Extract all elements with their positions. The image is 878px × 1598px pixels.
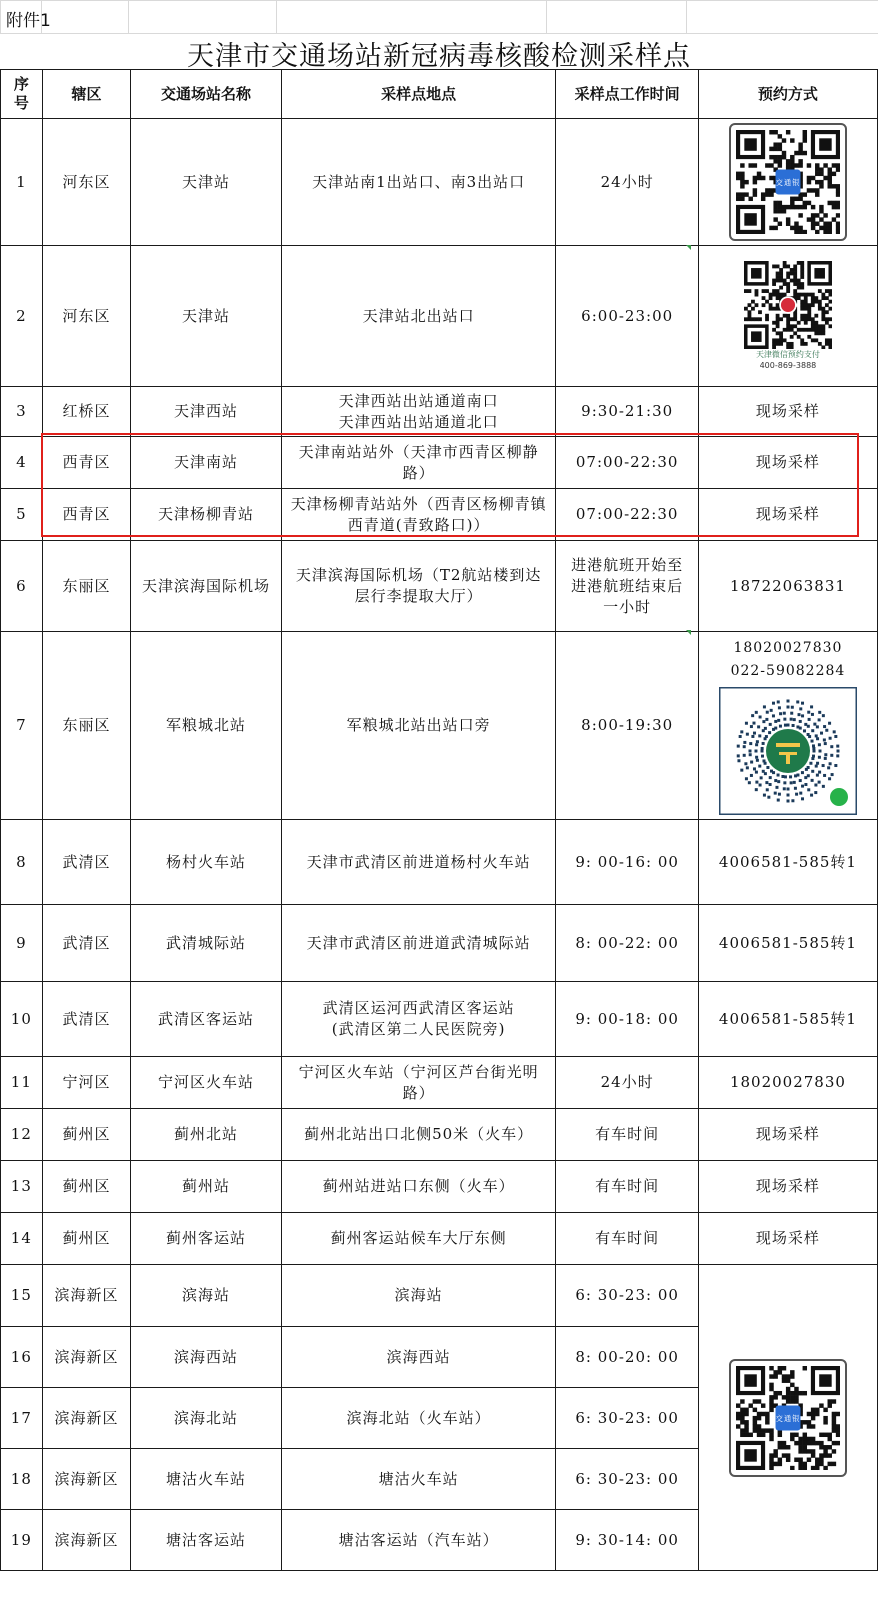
cell-index: 3 — [1, 387, 43, 437]
table-row — [1, 905, 878, 982]
cell-station: 滨海西站 — [131, 1327, 282, 1388]
cell-hours: 有车时间 — [556, 1213, 698, 1265]
cell-location: 蓟州客运站候车大厅东侧 — [281, 1213, 556, 1265]
cell-district: 河东区 — [42, 246, 131, 387]
cell-index: 19 — [1, 1510, 43, 1571]
cell-station: 滨海北站 — [131, 1388, 282, 1449]
table-header-row — [1, 70, 878, 119]
cell-location: 天津站南1出站口、南3出站口 — [281, 119, 556, 246]
table-row — [1, 820, 878, 905]
cell-booking — [698, 119, 877, 246]
cell-district: 武清区 — [42, 905, 131, 982]
cell-index: 5 — [1, 489, 43, 541]
cell-location: 蓟州站进站口东侧（火车） — [281, 1161, 556, 1213]
cell-district: 西青区 — [42, 437, 131, 489]
cell-booking: 18020027830 — [698, 1057, 877, 1109]
cell-booking: 现场采样 — [698, 437, 877, 489]
table-row — [1, 1265, 878, 1327]
cell-index: 11 — [1, 1057, 43, 1109]
booking-qr-code-icon[interactable] — [729, 1359, 847, 1477]
mini-program-code-icon[interactable] — [719, 687, 857, 815]
svg-text:交通银: 交通银 — [775, 178, 801, 187]
cell-index: 18 — [1, 1449, 43, 1510]
grid-v — [128, 0, 129, 34]
cell-district: 河东区 — [42, 119, 131, 246]
cell-hours: 8: 00-20: 00 — [556, 1327, 698, 1388]
header-booking: 预约方式 — [698, 70, 877, 119]
booking-caption-line2: 400-869-3888 — [759, 361, 817, 370]
cell-location: 天津南站站外（天津市西青区柳静路） — [281, 437, 556, 489]
cell-location: 天津站北出站口 — [281, 246, 556, 387]
header-index: 序号 — [1, 70, 43, 119]
cell-booking: 4006581-585转1 — [698, 820, 877, 905]
table-row — [1, 1161, 878, 1213]
cell-index: 16 — [1, 1327, 43, 1388]
grid-top — [0, 0, 878, 1]
cell-station: 天津站 — [131, 119, 282, 246]
table-row — [1, 1109, 878, 1161]
cell-location: 宁河区火车站（宁河区芦台街光明路） — [281, 1057, 556, 1109]
cell-hours: 9: 00-16: 00 — [556, 820, 698, 905]
table-row — [1, 1057, 878, 1109]
header-location: 采样点地点 — [281, 70, 556, 119]
cell-district: 蓟州区 — [42, 1213, 131, 1265]
cell-index: 8 — [1, 820, 43, 905]
cell-booking-merged — [698, 1265, 877, 1571]
booking-caption-line1: 天津微信预约支付 — [755, 350, 820, 359]
cell-index: 15 — [1, 1265, 43, 1327]
cell-station: 塘沽客运站 — [131, 1510, 282, 1571]
cell-location: 滨海站 — [281, 1265, 556, 1327]
page-title: 天津市交通场站新冠病毒核酸检测采样点 — [187, 41, 691, 72]
cell-station: 宁河区火车站 — [131, 1057, 282, 1109]
cell-index: 9 — [1, 905, 43, 982]
cell-index: 10 — [1, 982, 43, 1057]
cell-station: 蓟州站 — [131, 1161, 282, 1213]
cell-hours: 进港航班开始至进港航班结束后一小时 — [556, 541, 698, 632]
grid-v — [686, 0, 687, 34]
header-hours: 采样点工作时间 — [556, 70, 698, 119]
cell-hours: 9: 00-18: 00 — [556, 982, 698, 1057]
cell-location: 塘沽客运站（汽车站） — [281, 1510, 556, 1571]
cell-location: 天津市武清区前进道杨村火车站 — [281, 820, 556, 905]
cell-booking: 现场采样 — [698, 387, 877, 437]
grid-v — [276, 0, 277, 34]
cell-district: 武清区 — [42, 820, 131, 905]
cell-location: 塘沽火车站 — [281, 1449, 556, 1510]
cell-station: 天津西站 — [131, 387, 282, 437]
cell-booking: 4006581-585转1 — [698, 982, 877, 1057]
cell-location: 滨海西站 — [281, 1327, 556, 1388]
cell-station: 滨海站 — [131, 1265, 282, 1327]
table-row — [1, 119, 878, 246]
cell-station: 蓟州客运站 — [131, 1213, 282, 1265]
cell-station: 天津滨海国际机场 — [131, 541, 282, 632]
cell-index: 14 — [1, 1213, 43, 1265]
cell-index: 17 — [1, 1388, 43, 1449]
grid-v — [0, 0, 1, 34]
table-row — [1, 541, 878, 632]
cell-index: 1 — [1, 119, 43, 246]
cell-booking: 18722063831 — [698, 541, 877, 632]
cell-district: 宁河区 — [42, 1057, 131, 1109]
cell-station: 蓟州北站 — [131, 1109, 282, 1161]
cell-district: 蓟州区 — [42, 1109, 131, 1161]
cell-hours: 24小时 — [556, 119, 698, 246]
cell-hours: 9: 30-14: 00 — [556, 1510, 698, 1571]
cell-hours: 8: 00-22: 00 — [556, 905, 698, 982]
cell-station: 杨村火车站 — [131, 820, 282, 905]
cell-district: 东丽区 — [42, 541, 131, 632]
cell-location: 滨海北站（火车站） — [281, 1388, 556, 1449]
table-row — [1, 387, 878, 437]
cell-district: 滨海新区 — [42, 1510, 131, 1571]
cell-station: 天津杨柳青站 — [131, 489, 282, 541]
table-row — [1, 1213, 878, 1265]
cell-index: 6 — [1, 541, 43, 632]
cell-index: 13 — [1, 1161, 43, 1213]
grid-v — [546, 0, 547, 34]
cell-location: 天津滨海国际机场（T2航站楼到达层行李提取大厅） — [281, 541, 556, 632]
cell-station: 武清区客运站 — [131, 982, 282, 1057]
cell-district: 西青区 — [42, 489, 131, 541]
cell-location: 蓟州北站出口北侧50米（火车） — [281, 1109, 556, 1161]
cell-booking — [698, 246, 877, 387]
cell-booking — [698, 632, 877, 820]
cell-hours: 有车时间 — [556, 1109, 698, 1161]
cell-booking: 现场采样 — [698, 1161, 877, 1213]
cell-location: 军粮城北站出站口旁 — [281, 632, 556, 820]
cell-district: 蓟州区 — [42, 1161, 131, 1213]
cell-index: 4 — [1, 437, 43, 489]
svg-text:交通银: 交通银 — [775, 1413, 801, 1423]
cell-district: 滨海新区 — [42, 1265, 131, 1327]
cell-hours: 07:00-22:30 — [556, 489, 698, 541]
cell-location: 武清区运河西武清区客运站 (武清区第二人民医院旁) — [281, 982, 556, 1057]
cell-station: 军粮城北站 — [131, 632, 282, 820]
booking-qr-code-icon[interactable] — [729, 123, 847, 241]
cell-hours: 6:00-23:00 — [556, 246, 698, 387]
header-station: 交通场站名称 — [131, 70, 282, 119]
cell-district: 滨海新区 — [42, 1388, 131, 1449]
cell-district: 滨海新区 — [42, 1327, 131, 1388]
cell-location: 天津杨柳青站站外（西青区杨柳青镇西青道(青致路口)） — [281, 489, 556, 541]
cell-station: 天津站 — [131, 246, 282, 387]
header-district: 辖区 — [42, 70, 131, 119]
cell-station: 天津南站 — [131, 437, 282, 489]
cell-booking: 4006581-585转1 — [698, 905, 877, 982]
cell-hours: 24小时 — [556, 1057, 698, 1109]
cell-booking: 现场采样 — [698, 1109, 877, 1161]
sampling-sites-table — [0, 69, 878, 1571]
cell-index: 7 — [1, 632, 43, 820]
table-row — [1, 982, 878, 1057]
cell-index: 12 — [1, 1109, 43, 1161]
cell-location: 天津西站出站通道南口 天津西站出站通道北口 — [281, 387, 556, 437]
cell-comment-marker — [686, 245, 691, 250]
cell-hours: 6: 30-23: 00 — [556, 1388, 698, 1449]
cell-hours: 有车时间 — [556, 1161, 698, 1213]
cell-district: 红桥区 — [42, 387, 131, 437]
cell-booking: 现场采样 — [698, 1213, 877, 1265]
cell-district: 东丽区 — [42, 632, 131, 820]
booking-phone-1: 18020027830 — [733, 639, 843, 656]
cell-booking: 现场采样 — [698, 489, 877, 541]
cell-comment-marker — [686, 630, 691, 635]
cell-hours: 07:00-22:30 — [556, 437, 698, 489]
cell-district: 武清区 — [42, 982, 131, 1057]
cell-hours: 9:30-21:30 — [556, 387, 698, 437]
table-row — [1, 246, 878, 387]
booking-qr-code-icon[interactable] — [744, 261, 832, 349]
table-row — [1, 632, 878, 820]
highlight-box-xiqing — [41, 433, 859, 537]
cell-district: 滨海新区 — [42, 1449, 131, 1510]
booking-phone-2: 022-59082284 — [730, 662, 846, 679]
cell-hours: 6: 30-23: 00 — [556, 1265, 698, 1327]
cell-station: 塘沽火车站 — [131, 1449, 282, 1510]
cell-location: 天津市武清区前进道武清城际站 — [281, 905, 556, 982]
cell-index: 2 — [1, 246, 43, 387]
cell-hours: 6: 30-23: 00 — [556, 1449, 698, 1510]
cell-hours: 8:00-19:30 — [556, 632, 698, 820]
attachment-label: 附件1 — [6, 11, 51, 31]
cell-station: 武清城际站 — [131, 905, 282, 982]
